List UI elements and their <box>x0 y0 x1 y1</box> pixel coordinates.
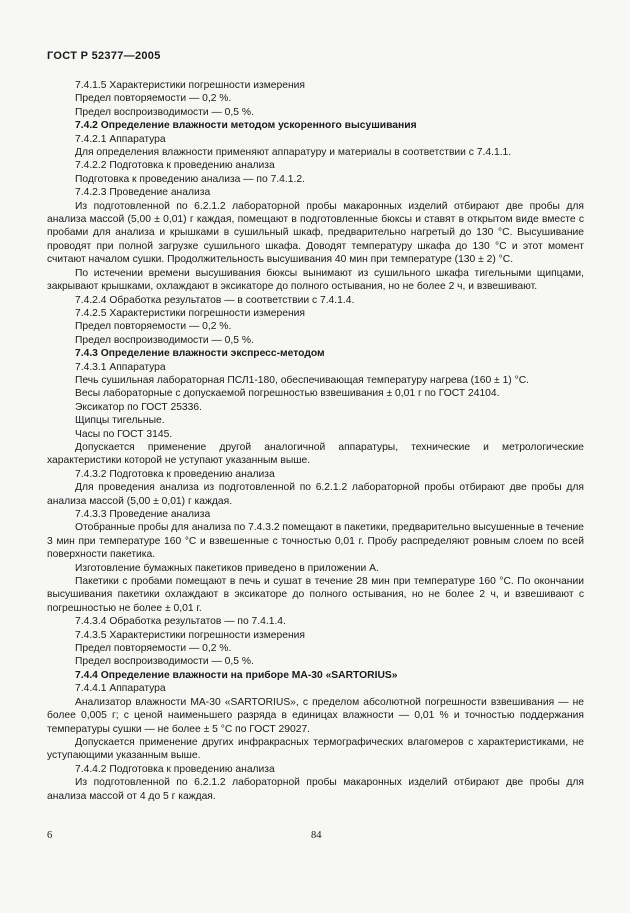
clause-7-4-4-1: 7.4.4.1 Аппаратура <box>75 683 166 695</box>
paragraph: Для определения влажности применяют аппаратуру и материалы в соответствии с 7.4.1.1. <box>75 147 512 159</box>
paragraph: Предел воспроизводимости — 0,5 %. <box>75 334 254 346</box>
paragraph: Допускается применение другой аналогичной аппаратуры, технические и метрологические характеристики которой не уступают указанным выше. <box>47 441 584 467</box>
paragraph: Щипцы тигельные. <box>75 415 165 427</box>
paragraph: Часы по ГОСТ 3145. <box>75 428 173 440</box>
paragraph: Для проведения анализа из подготовленной по 6.2.1.2 лабораторной пробы отбирают две пробы для анализа массой (5,00 ± 0,01) г каждая. <box>47 482 584 507</box>
paragraph: Предел повторяемости — 0,2 %. <box>75 321 232 333</box>
paragraph: Из подготовленной по 6.2.1.2 лабораторной пробы макаронных изделий отбирают две пробы для анализа массой от 4 до 5 г каждая. <box>47 777 584 802</box>
document-body <box>47 79 584 803</box>
paragraph: Пакетики с пробами помещают в печь и сушат в течение 28 мин при температуре 160 °С. По окончании высушивания пакетики охлаждают в эксикаторе до полного остывания, но не более 2 ч, и взвешивают с погрешностью не более ± 0,01 г. <box>47 576 584 614</box>
paragraph: Анализатор влажности МА-30 «SARTORIUS», с пределом абсолютной погрешности взвешивания — не более 0,005 г; с ценой наименьшего разряда в единицах влажности — 0,01 % и точностью поддержания температуры сушки — не более ± 5 °С по ГОСТ 29027. <box>47 696 584 735</box>
paragraph: Подготовка к проведению анализа — по 7.4.1.2. <box>75 173 305 185</box>
paragraph: Весы лабораторные с допускаемой погрешностью взвешивания ± 0,01 г по ГОСТ 24104. <box>75 388 500 400</box>
sheet-number: 84 <box>311 830 322 841</box>
clause-7-4-2-2: 7.4.2.2 Подготовка к проведению анализа <box>75 160 275 172</box>
clause-7-4-2-3: 7.4.2.3 Проведение анализа <box>75 187 211 199</box>
clause-7-4-2-4: 7.4.2.4 Обработка результатов — в соответствии с 7.4.1.4. <box>75 294 355 306</box>
clause-7-4-1-5: 7.4.1.5 Характеристики погрешности измерения <box>75 80 305 91</box>
section-heading-7-4-4: 7.4.4 Определение влажности на приборе МА-30 «SARTORIUS» <box>75 669 398 681</box>
clause-7-4-3-1: 7.4.3.1 Аппаратура <box>75 361 166 373</box>
paragraph: Изготовление бумажных пакетиков приведено в приложении А. <box>75 562 379 574</box>
clause-7-4-3-5: 7.4.3.5 Характеристики погрешности измерения <box>75 629 305 641</box>
clause-7-4-2-5: 7.4.2.5 Характеристики погрешности измерения <box>75 307 305 319</box>
paragraph: Печь сушильная лабораторная ПСЛ1-180, обеспечивающая температуру нагрева (160 ± 1) °С. <box>75 374 530 386</box>
paragraph: Из подготовленной по 6.2.1.2 лабораторной пробы макаронных изделий отбирают две пробы для анализа массой (5,00 ± 0,01) г каждая, помещают в подготовленные бюксы и ставят в открытом виде вместе с пробами для анализа и крышками в сушильный шкаф, предварительно нагретый до 130 °С. Высушивание проводят при полной загрузке сушильного шкафа. Доводят температуру шкафа до 130 °С и этот момент считают началом сушки. Продолжительность высушивания 40 мин при температуре (130 ± 2) °С. <box>47 200 584 266</box>
paragraph: Предел воспроизводимости — 0,5 %. <box>75 656 254 668</box>
paragraph: Допускается применение других инфракрасных термографических влагомеров с характеристиками, не уступающими указанным выше. <box>47 736 584 762</box>
paragraph: Отобранные пробы для анализа по 7.4.3.2 помещают в пакетики, предварительно высушенные в течение 3 мин при температуре 160 °С и взвешенные с точностью 0,01 г. Пробу распределяют ровным слоем по всей поверхности пакетика. <box>47 522 584 561</box>
section-heading-7-4-2: 7.4.2 Определение влажности методом ускоренного высушивания <box>75 120 417 132</box>
clause-7-4-3-4: 7.4.3.4 Обработка результатов — по 7.4.1.4. <box>75 616 286 628</box>
clause-7-4-3-3: 7.4.3.3 Проведение анализа <box>75 509 211 520</box>
paragraph: Эксикатор по ГОСТ 25336. <box>75 401 202 413</box>
clause-7-4-2-1: 7.4.2.1 Аппаратура <box>75 133 166 145</box>
paragraph: По истечении времени высушивания бюксы вынимают из сушильного шкафа тигельными щипцами, закрывают крышками, охлаждают в эксикаторе до полного остывания, но не более 2 ч, и взвешивают. <box>47 267 584 293</box>
page-number: 6 <box>47 830 53 841</box>
paragraph: Предел повторяемости — 0,2 %. <box>75 643 232 655</box>
clause-7-4-4-2: 7.4.4.2 Подготовка к проведению анализа <box>75 763 275 775</box>
paragraph: Предел воспроизводимости — 0,5 %. <box>75 106 254 118</box>
section-heading-7-4-3: 7.4.3 Определение влажности экспресс-методом <box>75 348 325 360</box>
paragraph: Предел повторяемости — 0,2 %. <box>75 93 232 105</box>
document-header: ГОСТ Р 52377—2005 <box>47 50 161 62</box>
clause-7-4-3-2: 7.4.3.2 Подготовка к проведению анализа <box>75 468 275 480</box>
